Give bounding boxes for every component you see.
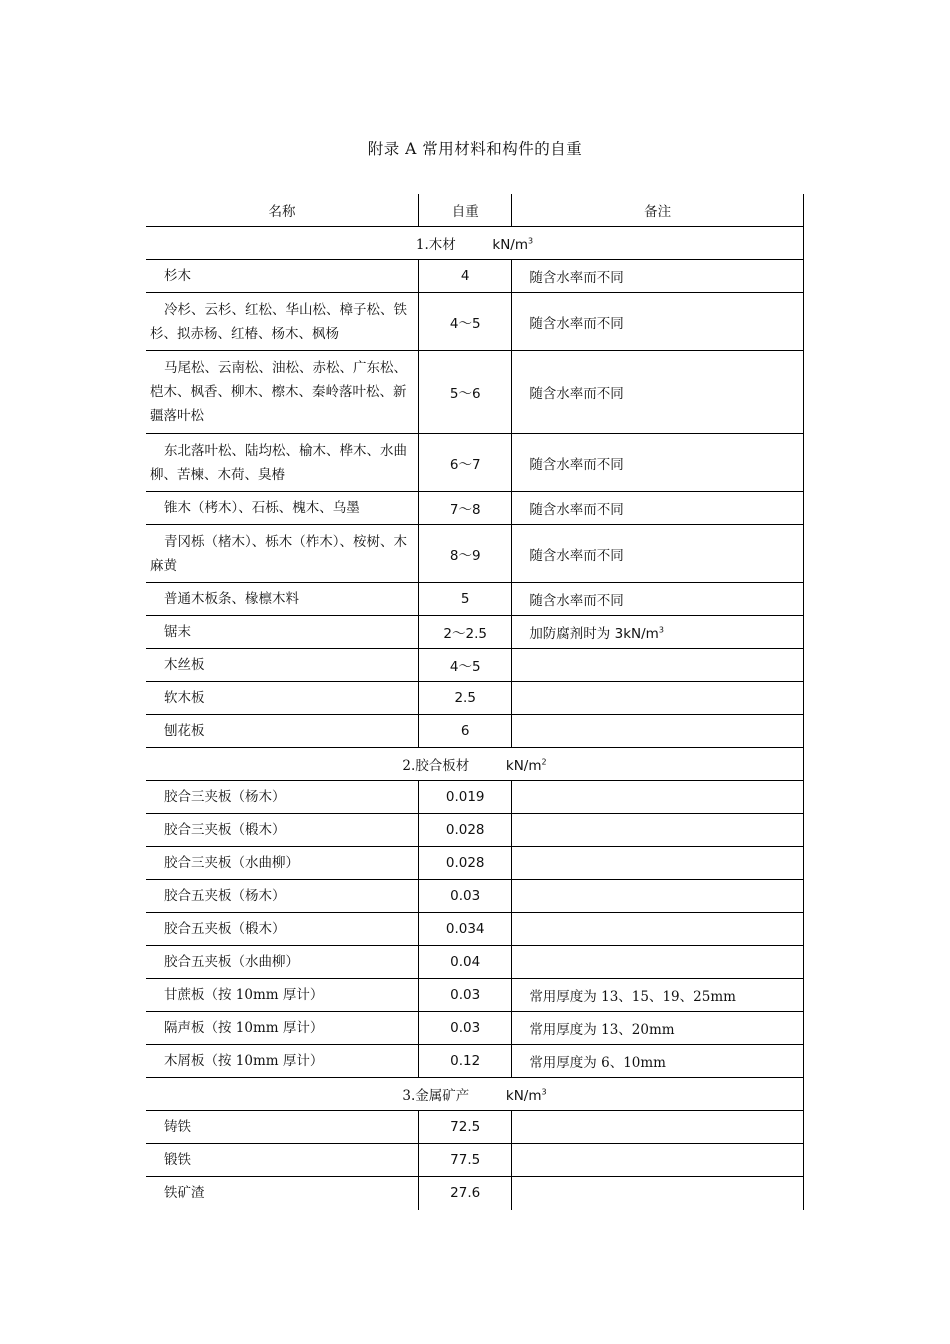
- cell-weight: 0.03: [419, 979, 512, 1012]
- cell-name: 刨花板: [146, 715, 419, 748]
- section-unit-sup: 2: [541, 757, 547, 767]
- cell-weight: 27.6: [419, 1177, 512, 1210]
- cell-name: 木屑板（按 10mm 厚计）: [146, 1045, 419, 1078]
- cell-note: [512, 814, 804, 847]
- cell-name: 隔声板（按 10mm 厚计）: [146, 1012, 419, 1045]
- cell-weight: 6～7: [419, 434, 512, 492]
- cell-weight: 0.019: [419, 781, 512, 814]
- cell-name: 软木板: [146, 682, 419, 715]
- table-row: [146, 434, 804, 492]
- note-value: 3kN/m: [614, 626, 659, 642]
- table-row: [146, 1177, 804, 1210]
- cell-note: 随含水率而不同: [512, 293, 804, 351]
- cell-note: 随含水率而不同: [512, 434, 804, 492]
- table-row: [146, 946, 804, 979]
- table-row: [146, 715, 804, 748]
- page-title: 附录 A 常用材料和构件的自重: [367, 140, 583, 158]
- table-row: [146, 847, 804, 880]
- section-unit: kN/m: [505, 758, 542, 774]
- cell-name: 木丝板: [146, 649, 419, 682]
- cell-name: 马尾松、云南松、油松、赤松、广东松、桤木、枫香、柳木、檫木、秦岭落叶松、新疆落叶松: [146, 351, 419, 434]
- cell-note: [512, 1144, 804, 1177]
- cell-note: [512, 682, 804, 715]
- cell-name: 铁矿渣: [146, 1177, 419, 1210]
- section-header-metal-ore: [146, 1078, 804, 1111]
- cell-name: 胶合三夹板（椴木）: [146, 814, 419, 847]
- cell-note: [512, 1177, 804, 1210]
- cell-note: [512, 649, 804, 682]
- cell-weight: 0.028: [419, 847, 512, 880]
- cell-name: 锯末: [146, 616, 419, 649]
- cell-weight: 5～6: [419, 351, 512, 434]
- cell-note: [512, 847, 804, 880]
- header-name: 名称: [146, 194, 419, 227]
- cell-name: 胶合五夹板（水曲柳）: [146, 946, 419, 979]
- section-unit: kN/m: [505, 1088, 542, 1104]
- cell-note: 随含水率而不同: [512, 492, 804, 525]
- section-unit-sup: 3: [541, 1087, 547, 1097]
- cell-name: 锥木（栲木）、石栎、槐木、乌墨: [146, 492, 419, 525]
- cell-name: 冷杉、云杉、红松、华山松、樟子松、铁杉、拟赤杨、红椿、杨木、枫杨: [146, 293, 419, 351]
- cell-note: 常用厚度为 13、20mm: [512, 1012, 804, 1045]
- cell-name: 青冈栎（楮木）、栎木（柞木）、桉树、木麻黄: [146, 525, 419, 583]
- section-unit: kN/m: [492, 237, 528, 253]
- section-header-plywood: [146, 748, 804, 781]
- cell-note: 随含水率而不同: [512, 583, 804, 616]
- table-row: [146, 1144, 804, 1177]
- cell-name: 胶合五夹板（椴木）: [146, 913, 419, 946]
- cell-name: 普通木板条、椽檩木料: [146, 583, 419, 616]
- cell-name: 胶合五夹板（杨木）: [146, 880, 419, 913]
- cell-weight: 0.12: [419, 1045, 512, 1078]
- cell-weight: 0.028: [419, 814, 512, 847]
- cell-note: [512, 616, 804, 649]
- table-row: [146, 1045, 804, 1078]
- cell-note: 随含水率而不同: [512, 351, 804, 434]
- cell-note: [512, 946, 804, 979]
- cell-weight: 0.04: [419, 946, 512, 979]
- cell-weight: 2.5: [419, 682, 512, 715]
- cell-weight: 2～2.5: [419, 616, 512, 649]
- cell-name: 铸铁: [146, 1111, 419, 1144]
- table-row: [146, 351, 804, 434]
- cell-weight: 5: [419, 583, 512, 616]
- cell-name: 胶合三夹板（杨木）: [146, 781, 419, 814]
- cell-note: [512, 913, 804, 946]
- cell-weight: 0.03: [419, 880, 512, 913]
- cell-weight: 6: [419, 715, 512, 748]
- cell-name: 东北落叶松、陆均松、榆木、桦木、水曲柳、苦楝、木荷、臭椿: [146, 434, 419, 492]
- cell-name: 甘蔗板（按 10mm 厚计）: [146, 979, 419, 1012]
- section-header-wood: [146, 227, 804, 260]
- cell-note: 常用厚度为 13、15、19、25mm: [512, 979, 804, 1012]
- section-label: 1.木材: [415, 237, 456, 253]
- cell-name: 杉木: [146, 260, 419, 293]
- cell-note: 常用厚度为 6、10mm: [512, 1045, 804, 1078]
- cell-note: [512, 1111, 804, 1144]
- table-row: [146, 1111, 804, 1144]
- cell-weight: 7～8: [419, 492, 512, 525]
- cell-weight: 4: [419, 260, 512, 293]
- table-row: [146, 492, 804, 525]
- cell-name: 锻铁: [146, 1144, 419, 1177]
- table-row: [146, 781, 804, 814]
- section-unit-sup: 3: [528, 236, 534, 246]
- table-row: [146, 682, 804, 715]
- cell-weight: 72.5: [419, 1111, 512, 1144]
- table-row: [146, 293, 804, 351]
- table-row: [146, 880, 804, 913]
- cell-note: [512, 781, 804, 814]
- cell-name: 胶合三夹板（水曲柳）: [146, 847, 419, 880]
- cell-note: [512, 880, 804, 913]
- table-row: [146, 913, 804, 946]
- table-row: [146, 583, 804, 616]
- cell-note: 随含水率而不同: [512, 525, 804, 583]
- cell-note: 随含水率而不同: [512, 260, 804, 293]
- cell-weight: 8～9: [419, 525, 512, 583]
- table-row: [146, 616, 804, 649]
- cell-weight: 0.034: [419, 913, 512, 946]
- table-row: [146, 814, 804, 847]
- table-row: [146, 1012, 804, 1045]
- table-row: [146, 260, 804, 293]
- header-weight: 自重: [419, 194, 512, 227]
- table-row: [146, 649, 804, 682]
- cell-weight: 4～5: [419, 649, 512, 682]
- cell-weight: 4～5: [419, 293, 512, 351]
- cell-note: [512, 715, 804, 748]
- table-row: [146, 525, 804, 583]
- table-row: [146, 979, 804, 1012]
- material-weight-table: [146, 194, 804, 1210]
- note-sup: 3: [658, 625, 664, 635]
- header-note: 备注: [512, 194, 804, 227]
- section-label: 2.胶合板材: [402, 758, 470, 774]
- cell-weight: 77.5: [419, 1144, 512, 1177]
- note-prefix: 加防腐剂时为: [529, 626, 615, 642]
- section-label: 3.金属矿产: [402, 1088, 470, 1104]
- cell-weight: 0.03: [419, 1012, 512, 1045]
